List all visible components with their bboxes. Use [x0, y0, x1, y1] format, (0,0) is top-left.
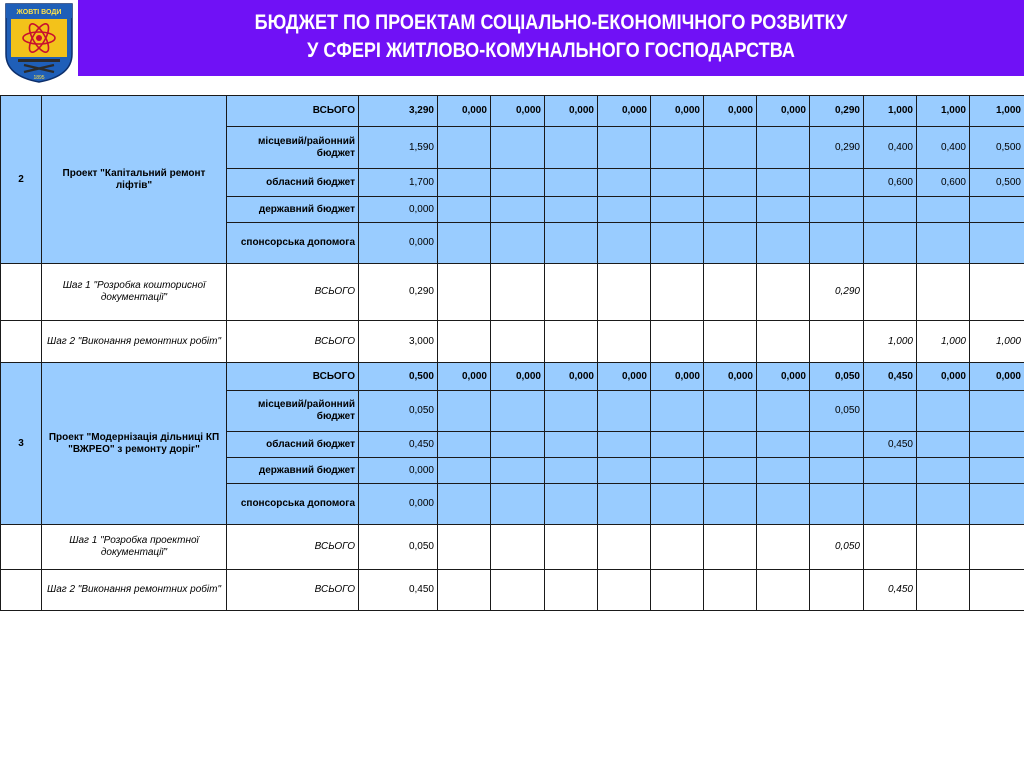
amount-cell	[438, 127, 491, 169]
amount-cell: 0,000	[704, 363, 757, 391]
amount-cell	[491, 484, 545, 525]
amount-cell	[491, 127, 545, 169]
amount-cell	[917, 391, 970, 432]
budget-table	[0, 95, 1024, 611]
amount-cell: 3,290	[359, 96, 438, 127]
amount-cell	[651, 321, 704, 363]
amount-cell: 0,450	[864, 432, 917, 458]
amount-cell	[651, 391, 704, 432]
amount-cell	[810, 484, 864, 525]
amount-cell: 0,500	[359, 363, 438, 391]
amount-cell: 0,000	[598, 96, 651, 127]
budget-row	[1, 363, 1024, 391]
amount-cell	[545, 264, 598, 321]
amount-cell	[970, 570, 1024, 611]
budget-category: обласний бюджет	[227, 432, 359, 458]
amount-cell	[651, 197, 704, 223]
amount-cell: 1,000	[970, 96, 1024, 127]
amount-cell	[598, 264, 651, 321]
title-line-1: БЮДЖЕТ ПО ПРОЕКТАМ СОЦІАЛЬНО-ЕКОНОМІЧНОГО РОЗВИТКУ	[254, 11, 848, 34]
amount-cell	[864, 264, 917, 321]
amount-cell	[704, 458, 757, 484]
amount-cell	[810, 197, 864, 223]
amount-cell	[757, 484, 810, 525]
amount-cell: 1,000	[970, 321, 1024, 363]
amount-cell: 1,000	[864, 96, 917, 127]
amount-cell: 0,050	[810, 363, 864, 391]
amount-cell: 0,000	[491, 96, 545, 127]
amount-cell	[598, 458, 651, 484]
amount-cell	[864, 197, 917, 223]
amount-cell	[810, 169, 864, 197]
budget-category: обласний бюджет	[227, 169, 359, 197]
amount-cell	[757, 458, 810, 484]
amount-cell	[438, 525, 491, 570]
amount-cell	[491, 432, 545, 458]
amount-cell: 0,450	[864, 570, 917, 611]
amount-cell	[757, 525, 810, 570]
amount-cell	[757, 391, 810, 432]
title-line-2: У СФЕРІ ЖИТЛОВО-КОМУНАЛЬНОГО ГОСПОДАРСТВА	[307, 39, 795, 62]
amount-cell	[651, 484, 704, 525]
amount-cell	[651, 570, 704, 611]
amount-cell	[651, 525, 704, 570]
project-number: 3	[1, 363, 42, 525]
step-name: Шаг 2 "Виконання ремонтних робіт"	[42, 321, 227, 363]
amount-cell	[864, 458, 917, 484]
amount-cell: 0,450	[864, 363, 917, 391]
amount-cell	[491, 169, 545, 197]
amount-cell: 0,290	[810, 127, 864, 169]
amount-cell	[704, 391, 757, 432]
amount-cell	[598, 127, 651, 169]
budget-category: державний бюджет	[227, 458, 359, 484]
amount-cell: 0,000	[438, 96, 491, 127]
amount-cell	[438, 223, 491, 264]
budget-category: спонсорська допомога	[227, 223, 359, 264]
amount-cell	[917, 484, 970, 525]
amount-cell	[598, 169, 651, 197]
page-title	[144, 9, 958, 65]
amount-cell: 0,600	[917, 169, 970, 197]
amount-cell: 0,600	[864, 169, 917, 197]
amount-cell: 0,400	[917, 127, 970, 169]
amount-cell: 0,000	[438, 363, 491, 391]
amount-cell	[917, 197, 970, 223]
amount-cell: 0,000	[598, 363, 651, 391]
amount-cell	[438, 169, 491, 197]
amount-cell	[491, 458, 545, 484]
amount-cell	[917, 570, 970, 611]
amount-cell	[970, 525, 1024, 570]
step-row	[1, 570, 1024, 611]
amount-cell	[864, 391, 917, 432]
amount-cell	[704, 264, 757, 321]
amount-cell	[864, 525, 917, 570]
amount-cell	[545, 223, 598, 264]
amount-cell	[970, 264, 1024, 321]
amount-cell	[545, 484, 598, 525]
amount-cell	[757, 432, 810, 458]
amount-cell	[970, 391, 1024, 432]
amount-cell	[810, 432, 864, 458]
amount-cell	[757, 570, 810, 611]
amount-cell	[491, 525, 545, 570]
amount-cell: 1,590	[359, 127, 438, 169]
amount-cell	[651, 127, 704, 169]
logo-year: 1895	[33, 75, 45, 81]
amount-cell: 0,450	[359, 570, 438, 611]
amount-cell	[438, 391, 491, 432]
amount-cell	[757, 321, 810, 363]
amount-cell	[545, 432, 598, 458]
amount-cell: 0,000	[359, 458, 438, 484]
amount-cell	[810, 321, 864, 363]
amount-cell	[864, 484, 917, 525]
amount-cell	[757, 264, 810, 321]
amount-cell	[704, 197, 757, 223]
amount-cell	[491, 264, 545, 321]
amount-cell	[651, 264, 704, 321]
amount-cell	[491, 321, 545, 363]
step-number-cell	[1, 264, 42, 321]
amount-cell	[598, 197, 651, 223]
amount-cell	[810, 223, 864, 264]
amount-cell	[438, 570, 491, 611]
amount-cell	[545, 169, 598, 197]
city-coat-of-arms-logo	[4, 2, 74, 84]
amount-cell: 0,050	[359, 391, 438, 432]
amount-cell	[598, 321, 651, 363]
amount-cell: 0,450	[359, 432, 438, 458]
amount-cell: 0,000	[545, 363, 598, 391]
step-category: ВСЬОГО	[227, 264, 359, 321]
amount-cell: 0,290	[810, 96, 864, 127]
step-number-cell	[1, 570, 42, 611]
budget-category: ВСЬОГО	[227, 363, 359, 391]
amount-cell	[970, 484, 1024, 525]
amount-cell	[704, 484, 757, 525]
amount-cell	[970, 432, 1024, 458]
amount-cell	[598, 223, 651, 264]
amount-cell	[917, 458, 970, 484]
amount-cell	[917, 223, 970, 264]
amount-cell	[704, 169, 757, 197]
amount-cell: 0,500	[970, 127, 1024, 169]
amount-cell: 0,400	[864, 127, 917, 169]
amount-cell	[545, 391, 598, 432]
budget-category: державний бюджет	[227, 197, 359, 223]
budget-category: місцевий/районний бюджет	[227, 391, 359, 432]
step-number-cell	[1, 525, 42, 570]
amount-cell	[651, 223, 704, 264]
amount-cell: 0,000	[359, 484, 438, 525]
amount-cell	[438, 484, 491, 525]
amount-cell	[704, 127, 757, 169]
amount-cell	[757, 169, 810, 197]
amount-cell: 0,500	[970, 169, 1024, 197]
amount-cell	[704, 321, 757, 363]
amount-cell	[545, 321, 598, 363]
amount-cell: 0,000	[651, 96, 704, 127]
amount-cell	[651, 432, 704, 458]
amount-cell: 1,000	[917, 321, 970, 363]
amount-cell: 0,000	[970, 363, 1024, 391]
amount-cell	[970, 197, 1024, 223]
amount-cell	[651, 169, 704, 197]
amount-cell: 0,000	[704, 96, 757, 127]
amount-cell	[704, 525, 757, 570]
project-name: Проект "Капітальний ремонт ліфтів"	[42, 96, 227, 264]
amount-cell	[917, 264, 970, 321]
amount-cell: 1,000	[864, 321, 917, 363]
logo-text: ЖОВТІ ВОДИ	[16, 9, 62, 16]
title-banner	[78, 0, 1024, 76]
amount-cell	[757, 127, 810, 169]
amount-cell	[598, 432, 651, 458]
amount-cell	[970, 223, 1024, 264]
amount-cell	[491, 391, 545, 432]
amount-cell	[438, 321, 491, 363]
budget-row	[1, 96, 1024, 127]
project-name: Проект "Модернізація дільниці КП "ВЖРЕО" з ремонту доріг"	[42, 363, 227, 525]
amount-cell: 0,000	[651, 363, 704, 391]
amount-cell: 0,000	[757, 96, 810, 127]
amount-cell: 0,290	[359, 264, 438, 321]
amount-cell	[810, 458, 864, 484]
amount-cell	[864, 223, 917, 264]
amount-cell	[438, 197, 491, 223]
amount-cell: 1,700	[359, 169, 438, 197]
amount-cell	[970, 458, 1024, 484]
amount-cell: 0,000	[359, 197, 438, 223]
amount-cell	[651, 458, 704, 484]
step-row	[1, 525, 1024, 570]
amount-cell	[545, 570, 598, 611]
amount-cell	[704, 223, 757, 264]
step-category: ВСЬОГО	[227, 570, 359, 611]
step-name: Шаг 1 "Розробка кошторисної документації"	[42, 264, 227, 321]
step-row	[1, 321, 1024, 363]
amount-cell	[704, 570, 757, 611]
amount-cell	[917, 525, 970, 570]
amount-cell: 0,050	[810, 525, 864, 570]
project-number: 2	[1, 96, 42, 264]
amount-cell	[545, 127, 598, 169]
amount-cell: 0,050	[810, 391, 864, 432]
amount-cell	[491, 197, 545, 223]
amount-cell: 0,000	[491, 363, 545, 391]
budget-category: спонсорська допомога	[227, 484, 359, 525]
amount-cell	[598, 484, 651, 525]
budget-category: ВСЬОГО	[227, 96, 359, 127]
amount-cell	[704, 432, 757, 458]
amount-cell	[757, 223, 810, 264]
amount-cell: 0,000	[757, 363, 810, 391]
amount-cell	[438, 432, 491, 458]
amount-cell	[438, 264, 491, 321]
amount-cell: 0,000	[545, 96, 598, 127]
step-name: Шаг 1 "Розробка проектної документації"	[42, 525, 227, 570]
step-number-cell	[1, 321, 42, 363]
amount-cell: 0,000	[917, 363, 970, 391]
amount-cell	[491, 570, 545, 611]
budget-category: місцевий/районний бюджет	[227, 127, 359, 169]
amount-cell	[917, 432, 970, 458]
amount-cell: 3,000	[359, 321, 438, 363]
amount-cell: 1,000	[917, 96, 970, 127]
amount-cell	[598, 525, 651, 570]
amount-cell: 0,050	[359, 525, 438, 570]
step-row	[1, 264, 1024, 321]
step-category: ВСЬОГО	[227, 525, 359, 570]
amount-cell	[545, 458, 598, 484]
amount-cell	[598, 570, 651, 611]
amount-cell	[598, 391, 651, 432]
amount-cell	[810, 570, 864, 611]
amount-cell	[438, 458, 491, 484]
amount-cell	[491, 223, 545, 264]
amount-cell	[545, 197, 598, 223]
amount-cell: 0,290	[810, 264, 864, 321]
step-category: ВСЬОГО	[227, 321, 359, 363]
amount-cell	[757, 197, 810, 223]
amount-cell	[545, 525, 598, 570]
step-name: Шаг 2 "Виконання ремонтних робіт"	[42, 570, 227, 611]
amount-cell: 0,000	[359, 223, 438, 264]
